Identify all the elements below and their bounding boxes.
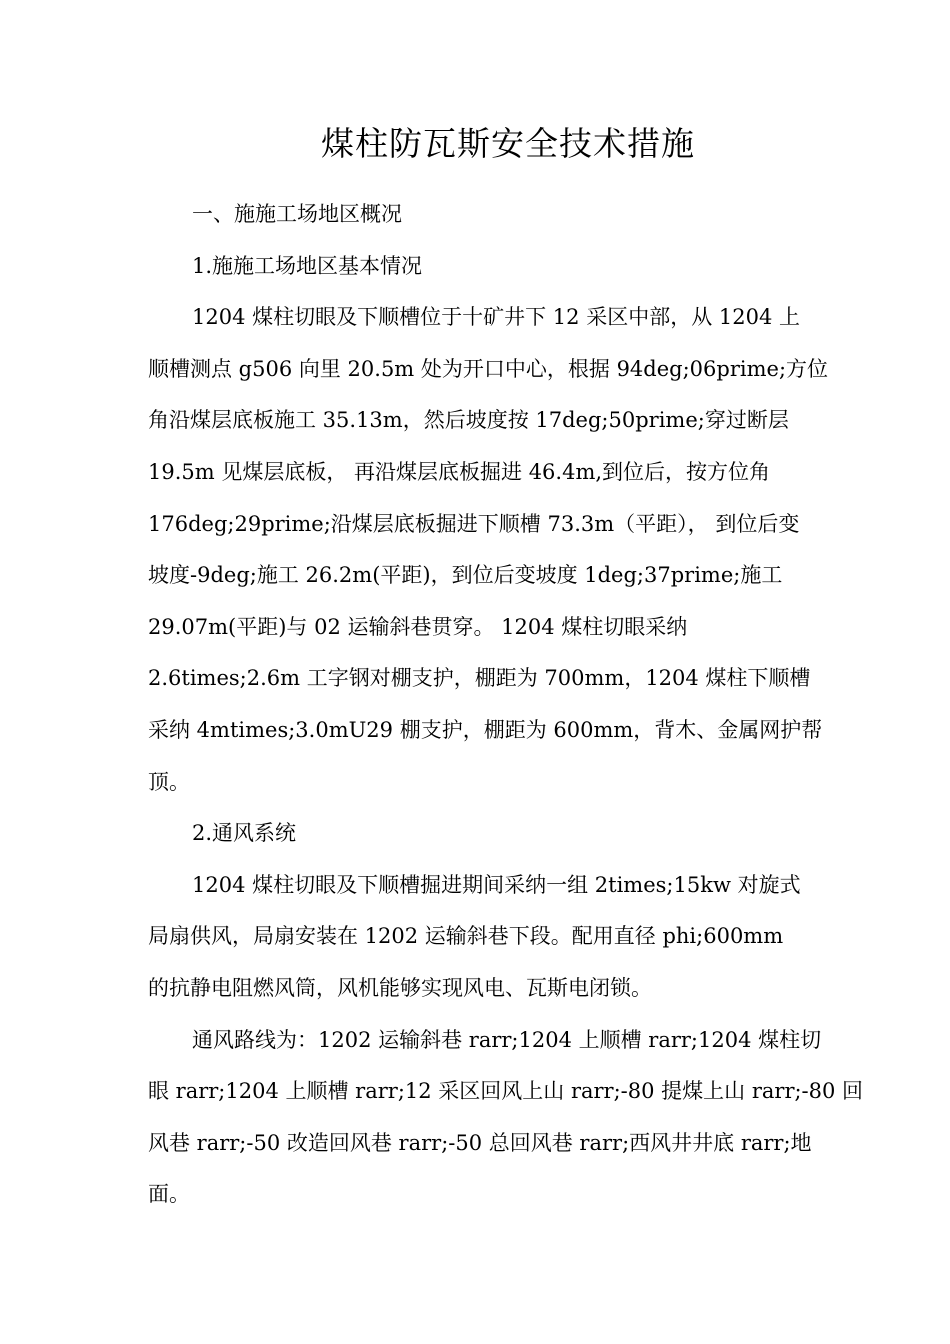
document-body [148, 189, 864, 1221]
text-line: 29.07m(平距)与 02 运输斜巷贯穿。 1204 煤柱切眼采纳 [148, 614, 688, 639]
text-line: 19.5m 见煤层底板， 再沿煤层底板掘进 46.4m,到位后，按方位角 [148, 459, 771, 484]
text-line: 2.6times;2.6m 工字钢对棚支护，棚距为 700mm，1204 煤柱下顺槽 [148, 666, 811, 691]
text-line: 顺槽测点 g506 向里 20.5m 处为开口中心，根据 94deg;06prime;方位 [148, 356, 829, 381]
document-title: 煤柱防瓦斯安全技术措施 [321, 124, 695, 163]
text-line: 的抗静电阻燃风筒，风机能够实现风电、瓦斯电闭锁。 [148, 975, 652, 1000]
text-line: 眼 rarr;1204 上顺槽 rarr;12 采区回风上山 rarr;-80 提煤上山 rarr;-80 回 [148, 1079, 864, 1104]
text-line: 风巷 rarr;-50 改造回风巷 rarr;-50 总回风巷 rarr;西风井井底 rarr;地 [148, 1130, 812, 1155]
text-line: 176deg;29prime;沿煤层底板掘进下顺槽 73.3m（平距）， 到位后变 [148, 511, 800, 536]
text-line: 顶。 [148, 769, 190, 794]
text-line: 通风路线为：1202 运输斜巷 rarr;1204 上顺槽 rarr;1204 煤柱切 [192, 1027, 822, 1052]
text-line: 面。 [148, 1182, 190, 1207]
text-line: 2.通风系统 [192, 821, 297, 846]
text-line: 角沿煤层底板施工 35.13m，然后坡度按 17deg;50prime;穿过断层 [148, 408, 789, 433]
text-line: 1204 煤柱切眼及下顺槽掘进期间采纳一组 2times;15kw 对旋式 [192, 872, 801, 897]
text-line: 采纳 4mtimes;3.0mU29 棚支护，棚距为 600mm，背木、金属网护帮 [148, 717, 823, 742]
text-line: 1.施施工场地区基本情况 [192, 253, 423, 278]
text-line: 一、施施工场地区概况 [192, 202, 402, 226]
text-line: 局扇供风，局扇安装在 1202 运输斜巷下段。配用直径 phi;600mm [148, 924, 784, 949]
text-line: 1204 煤柱切眼及下顺槽位于十矿井下 12 采区中部，从 1204 上 [192, 305, 800, 330]
text-line: 坡度-9deg;施工 26.2m(平距)，到位后变坡度 1deg;37prime;施工 [148, 563, 783, 588]
